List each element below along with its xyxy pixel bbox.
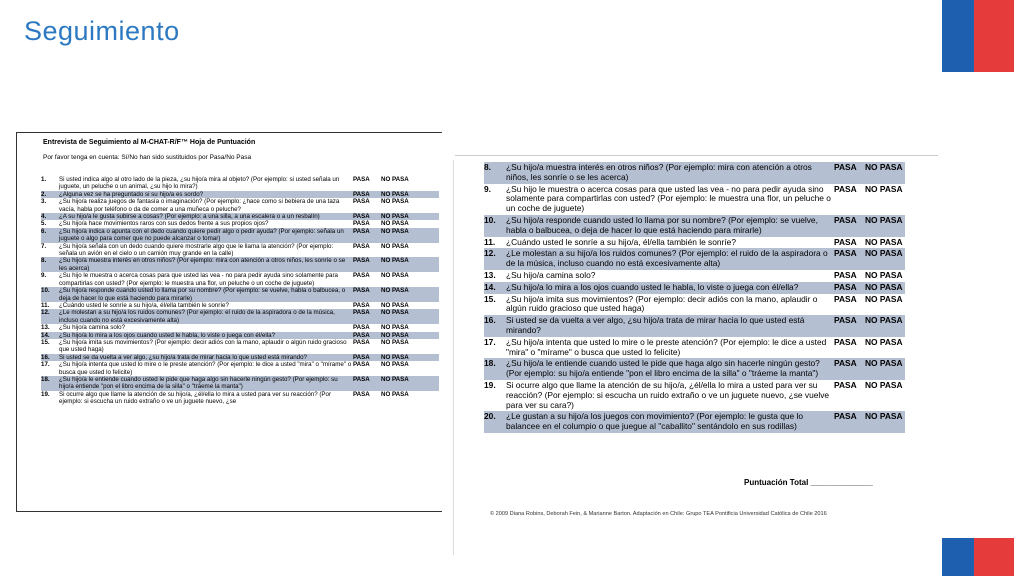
fail-label: NO PASA — [865, 293, 903, 304]
fail-label: NO PASA — [381, 190, 409, 198]
question-number: 5. — [41, 220, 47, 228]
question-number: 12. — [41, 309, 50, 317]
question-text: ¿Su hijo le muestra o acerca cosas para que usted las vea - no para pedir ayuda sino solamente para compartirlas con usted? (Por ejemplo: le muestra una flor, un peluche o un coche de juguete) — [506, 183, 831, 214]
fail-label: NO PASA — [381, 272, 409, 280]
pass-label: PASA — [353, 338, 370, 346]
question-number: 19. — [484, 379, 496, 390]
pass-label: PASA — [834, 281, 857, 292]
question-text: ¿Su hijo/a señala con un dedo cuando quiere mostrarle algo que le llama la atención? (Por ejemplo: señala un avión en el cielo o un camión muy grande en la calle) — [59, 242, 334, 258]
question-row — [41, 302, 439, 309]
question-number: 14. — [41, 331, 50, 339]
question-number: 17. — [484, 336, 496, 347]
fail-label: NO PASA — [381, 227, 409, 235]
question-number: 12. — [484, 248, 496, 259]
question-number: 16. — [41, 353, 50, 361]
question-number: 17. — [41, 361, 50, 369]
question-row — [484, 215, 905, 237]
pass-label: PASA — [834, 358, 857, 369]
question-row — [484, 184, 905, 215]
question-text: Si ocurre algo que llame la atención de su hijo/a, ¿él/ella lo mira a usted para ver su reacción? (Por ejemplo: si escucha un ruido extraño o ve un juguete nuevo, ¿se vuelve para ver su cara?) — [506, 379, 830, 410]
flag-blue-stripe-bottom — [942, 538, 974, 576]
pass-label: PASA — [834, 315, 857, 326]
question-text: ¿Su hijo le muestra o acerca cosas para que usted las vea - no para pedir ayuda sino solamente para compartirlas con usted? (Por ejemplo: le muestra una flor, un peluche o un coche de juguete) — [59, 272, 338, 287]
pass-label: PASA — [353, 287, 370, 295]
question-text: ¿Su hijo/a imita sus movimientos? (Por ejemplo: decir adiós con la mano, aplaudir o algún ruido gracioso que usted haga) — [506, 293, 818, 314]
question-number: 8. — [41, 257, 47, 265]
question-number: 14. — [484, 281, 496, 292]
pass-label: PASA — [834, 411, 857, 422]
fail-label: NO PASA — [381, 301, 409, 309]
fail-label: NO PASA — [381, 287, 409, 295]
question-row — [484, 380, 905, 411]
question-text: ¿Le molestan a su hijo/a los ruidos comunes? (Por ejemplo: el ruido de la aspiradora o de la música, incluso cuando no está excesivamente alta) — [59, 309, 335, 324]
pass-label: PASA — [353, 227, 370, 235]
question-text: ¿Su hijo/a indica o apunta con el dedo cuando quiere pedir algo o pedir ayuda? (Por ejemplo: señala un juguete o algo para comer que no puede alcanzar o tomar) — [59, 227, 344, 243]
fail-label: NO PASA — [865, 269, 903, 280]
fail-label: NO PASA — [865, 236, 903, 247]
pass-label: PASA — [834, 248, 857, 259]
pass-label: PASA — [353, 353, 370, 361]
question-list-left — [41, 176, 439, 406]
question-number: 10. — [484, 214, 496, 225]
pass-label: PASA — [353, 257, 370, 265]
pass-label: PASA — [353, 390, 370, 398]
question-text: ¿Le molestan a su hijo/a los ruidos comunes? (Por ejemplo: el ruido de la aspiradora o de la música, incluso cuando no está excesivamente alta) — [506, 248, 828, 269]
question-row — [484, 337, 905, 359]
question-number: 15. — [484, 293, 496, 304]
question-row — [484, 248, 905, 270]
page-title: Seguimiento — [24, 16, 180, 46]
question-text: Si usted indica algo al otro lado de la pieza, ¿su hijo/a mira al objeto? (Por ejemplo: si usted señala un juguete, un peluche o un animal, ¿su hijo lo mira?) — [59, 176, 340, 191]
question-text: ¿Su hijo/a lo mira a los ojos cuando usted le habla, lo viste o juega con él/ella? — [506, 281, 799, 292]
pass-label: PASA — [834, 293, 857, 304]
pass-label: PASA — [353, 190, 370, 198]
question-row — [484, 237, 905, 249]
question-text: ¿Su hijo/a imita sus movimientos? (Por ejemplo: decir adiós con la mano, aplaudir o algún ruido gracioso que usted haga) — [59, 338, 347, 354]
flag-blue-stripe-top — [942, 0, 974, 72]
question-row — [41, 309, 439, 324]
question-text: ¿Su hijo/a le entiende cuando usted le pide que haga algo sin hacerle ningún gesto? (Por ejemplo: su hijo/a entiende "pon el libro encima de la silla" o "tráeme la manta") — [506, 358, 820, 379]
fail-label: NO PASA — [865, 411, 903, 422]
question-number: 13. — [484, 269, 496, 280]
question-row — [484, 358, 905, 380]
question-number: 19. — [41, 390, 50, 398]
pass-label: PASA — [834, 379, 857, 390]
question-row — [41, 176, 439, 191]
fail-label: NO PASA — [381, 309, 409, 317]
question-text: ¿Su hijo/a realiza juegos de fantasía o imaginación? (Por ejemplo: ¿hace como si bebiera de una taza vacía, habla por teléfono o da de comer a una muñeca o peluche? — [59, 198, 340, 213]
fail-label: NO PASA — [381, 375, 409, 383]
question-row — [41, 332, 439, 339]
question-number: 13. — [41, 324, 50, 332]
question-text: ¿Su hijo/a camina solo? — [506, 269, 596, 280]
sheet-note: Por favor tenga en cuenta: Sí/No han sido sustituidos por Pasa/No Pasa — [43, 154, 252, 161]
fail-label: NO PASA — [381, 257, 409, 265]
fail-label: NO PASA — [381, 213, 409, 221]
question-row — [41, 213, 439, 220]
question-row — [41, 376, 439, 391]
question-number: 7. — [41, 242, 47, 250]
pass-label: PASA — [353, 220, 370, 228]
question-row — [484, 411, 905, 433]
fail-label: NO PASA — [865, 248, 903, 259]
pass-label: PASA — [834, 162, 857, 172]
fail-label: NO PASA — [381, 242, 409, 250]
question-row — [41, 243, 439, 258]
fail-label: NO PASA — [381, 390, 409, 398]
fail-label: NO PASA — [865, 379, 903, 390]
question-row — [41, 220, 439, 227]
divider — [453, 160, 454, 555]
pass-label: PASA — [353, 242, 370, 250]
fail-label: NO PASA — [381, 353, 409, 361]
question-text: ¿A su hijo/a le gusta subirse a cosas? (Por ejemplo: a una silla, a una escalera o a un resbalín) — [59, 213, 320, 221]
scoring-sheet-left — [16, 132, 442, 512]
fail-label: NO PASA — [865, 183, 903, 194]
question-row — [41, 287, 439, 302]
flag-red-stripe-bottom — [974, 538, 1014, 576]
pass-label: PASA — [353, 309, 370, 317]
total-score-label: Puntuación Total ______________ — [744, 478, 873, 487]
fail-label: NO PASA — [865, 315, 903, 326]
fail-label: NO PASA — [865, 281, 903, 292]
question-text: ¿Su hijo/a intenta que usted lo mire o le preste atención? (Por ejemplo: le dice a usted "mira" o "mírame" o busca que usted lo felicite) — [59, 361, 352, 376]
question-text: ¿Alguna vez se ha preguntado si su hijo/a es sordo? — [59, 190, 204, 198]
question-number: 2. — [41, 190, 47, 198]
question-number: 16. — [484, 315, 496, 326]
pass-label: PASA — [834, 336, 857, 347]
question-row — [484, 315, 905, 337]
fail-label: NO PASA — [381, 176, 409, 183]
pass-label: PASA — [353, 324, 370, 332]
fail-label: NO PASA — [381, 220, 409, 228]
question-number: 10. — [41, 287, 50, 295]
question-text: ¿Su hijo/a hace movimientos raros con sus dedos frente a sus propios ojos? — [59, 220, 269, 228]
question-number: 20. — [484, 411, 496, 422]
question-row — [41, 198, 439, 213]
fail-label: NO PASA — [381, 331, 409, 339]
question-number: 18. — [41, 375, 50, 383]
question-row — [41, 191, 439, 198]
question-text: ¿Su hijo/a lo mira a los ojos cuando usted le habla, lo viste o juega con él/ella? — [59, 331, 276, 339]
fail-label: NO PASA — [381, 361, 409, 369]
question-row — [41, 324, 439, 331]
question-row — [484, 282, 905, 294]
fail-label: NO PASA — [865, 336, 903, 347]
question-number: 1. — [41, 176, 47, 183]
question-number: 4. — [41, 213, 47, 221]
question-row — [41, 361, 439, 376]
flag-red-stripe-top — [974, 0, 1014, 72]
fail-label: NO PASA — [865, 162, 903, 172]
question-row — [41, 257, 439, 272]
fail-label: NO PASA — [865, 214, 903, 225]
fail-label: NO PASA — [381, 324, 409, 332]
pass-label: PASA — [353, 213, 370, 221]
question-row — [484, 294, 905, 316]
question-text: Si usted se da vuelta a ver algo, ¿su hijo/a trata de mirar hacia lo que usted está mirando? — [59, 353, 307, 361]
pass-label: PASA — [834, 214, 857, 225]
pass-label: PASA — [353, 361, 370, 369]
pass-label: PASA — [353, 301, 370, 309]
question-text: ¿Su hijo/a muestra interés en otros niños? (Por ejemplo: mira con atención a otros niños, les sonríe o se les acerca) — [59, 257, 346, 272]
question-row — [41, 272, 439, 287]
question-number: 11. — [484, 236, 496, 247]
question-number: 9. — [41, 272, 47, 280]
question-text: ¿Su hijo/a responde cuando usted lo llama por su nombre? (Por ejemplo: se vuelve, habla o balbucea, o deja de hacer lo que está haciendo para mirarle) — [506, 214, 818, 235]
question-text: ¿Su hijo/a le entiende cuando usted le pide que haga algo sin hacerle ningún gesto? (Por ejemplo: su hijo/a entiende "pon el libro encima de la silla" o "tráeme la manta") — [59, 375, 338, 391]
question-row — [41, 228, 439, 243]
pass-label: PASA — [353, 375, 370, 383]
question-text: ¿Su hijo/a muestra interés en otros niños? (Por ejemplo: mira con atención a otros niños, les sonríe o se les acerca) — [506, 162, 812, 182]
sheet-header: Entrevista de Seguimiento al M-CHAT-R/F™ Hoja de Puntuación — [43, 139, 256, 146]
question-row — [41, 354, 439, 361]
question-text: ¿Su hijo/a responde cuando usted lo llama por su nombre? (Por ejemplo: se vuelve, habla o balbucea, o deja de hacer lo que está haciendo para mirarle) — [59, 287, 346, 302]
question-text: ¿Le gustan a su hijo/a los juegos con movimiento? (Por ejemplo: le gusta que lo balancee en el columpio o que juegue al "caballito" sentándolo en sus rodillas) — [506, 411, 804, 432]
question-text: ¿Cuándo usted le sonríe a su hijo/a, él/ella también le sonríe? — [59, 301, 229, 309]
pass-label: PASA — [353, 331, 370, 339]
question-number: 6. — [41, 227, 47, 235]
question-number: 11. — [41, 301, 50, 309]
pass-label: PASA — [353, 272, 370, 280]
question-text: Si ocurre algo que llame la atención de su hijo/a, ¿él/ella lo mira a usted para ver su reacción? (Por ejemplo: si escucha un ruido extraño o ve un juguete nuevo, ¿se — [59, 390, 332, 406]
question-row — [484, 162, 905, 184]
fail-label: NO PASA — [381, 198, 409, 206]
pass-label: PASA — [834, 183, 857, 194]
question-text: ¿Su hijo/a intenta que usted lo mire o le preste atención? (Por ejemplo: le dice a usted "mira" o "mírame" o busca que usted lo felicite) — [506, 336, 827, 357]
question-number: 9. — [484, 183, 491, 194]
fail-label: NO PASA — [865, 358, 903, 369]
question-number: 3. — [41, 198, 47, 206]
question-list-right — [484, 162, 905, 433]
fail-label: NO PASA — [381, 338, 409, 346]
copyright-note: © 2009 Diana Robins, Deborah Fein, & Marianne Barton. Adaptación en Chile: Grupo TEA Pontificia Universidad Católica de Chile 2016 — [490, 511, 827, 517]
question-row — [484, 270, 905, 282]
question-number: 15. — [41, 338, 50, 346]
question-number: 18. — [484, 358, 496, 369]
pass-label: PASA — [834, 236, 857, 247]
question-text: ¿Su hijo/a camina solo? — [59, 324, 126, 332]
pass-label: PASA — [353, 176, 370, 183]
question-text: Si usted se da vuelta a ver algo, ¿su hijo/a trata de mirar hacia lo que usted está mirando? — [506, 315, 805, 335]
pass-label: PASA — [353, 198, 370, 206]
question-number: 8. — [484, 162, 491, 172]
question-row — [41, 391, 439, 406]
pass-label: PASA — [834, 269, 857, 280]
question-row — [41, 339, 439, 354]
scoring-sheet-right — [455, 155, 938, 526]
question-text: ¿Cuándo usted le sonríe a su hijo/a, él/ella también le sonríe? — [506, 236, 736, 247]
